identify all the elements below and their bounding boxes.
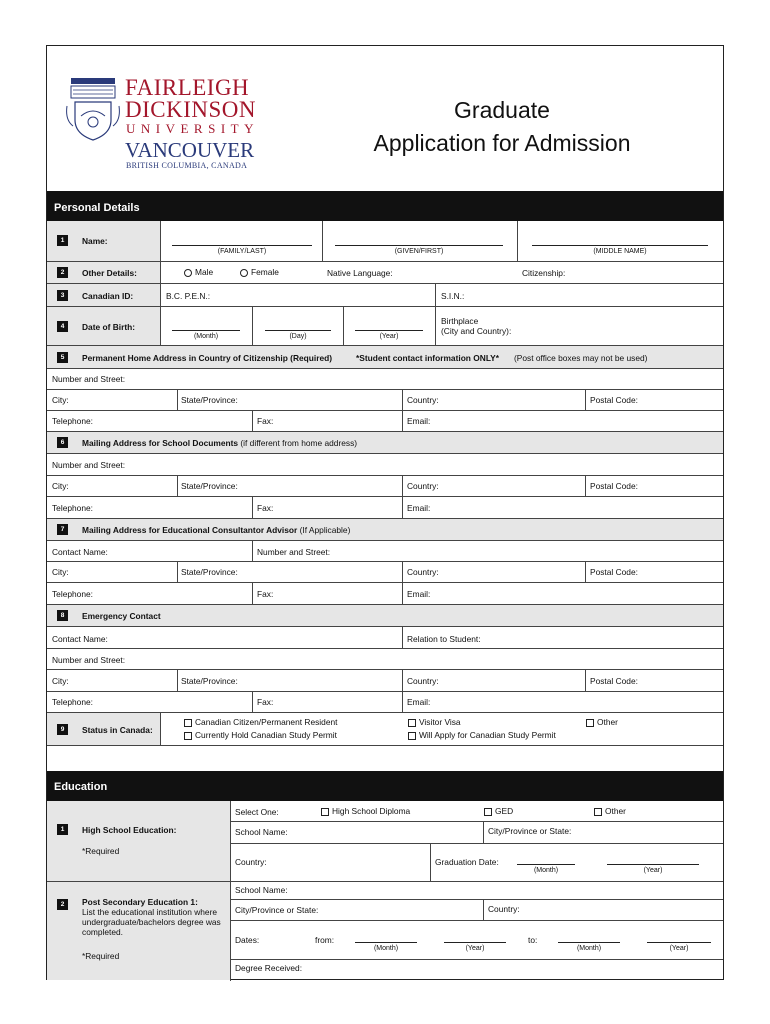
mailing-address-number: 6 (57, 437, 68, 448)
section-number-5: 5 (57, 352, 68, 363)
consultant-address-number: 7 (57, 524, 68, 535)
graduation-year-field[interactable] (607, 864, 699, 865)
education-title: Education (54, 781, 108, 793)
radio-icon (240, 269, 248, 277)
status-other-checkbox[interactable]: Other (586, 718, 618, 727)
section-number-3: 3 (57, 290, 68, 301)
graduation-month-caption: (Month) (533, 867, 559, 874)
s5-postal-label: Postal Code: (590, 395, 638, 405)
radio-icon (184, 269, 192, 277)
degree-received-label: Degree Received: (235, 963, 303, 973)
section-number-9: 9 (57, 724, 68, 735)
s8-contact-name-label: Contact Name: (52, 634, 108, 644)
other-education-checkbox[interactable]: Other (594, 807, 626, 816)
section-number-2: 2 (57, 267, 68, 278)
checkbox-icon (408, 719, 416, 727)
title-line-2: Application for Admission (373, 130, 631, 156)
ps-city-state-label: City/Province or State: (235, 905, 319, 915)
s8-fax-label: Fax: (257, 697, 274, 707)
title-line-1: Graduate (454, 97, 550, 123)
to-month-field[interactable] (558, 942, 620, 943)
post-secondary-required: *Required (82, 951, 120, 961)
status-study-permit-checkbox[interactable]: Currently Hold Canadian Study Permit (184, 731, 337, 740)
s7-country-label: Country: (407, 567, 439, 577)
checkbox-icon (594, 808, 602, 816)
crest-icon (65, 76, 121, 146)
from-year-caption: (Year) (465, 945, 485, 952)
s7-number-street-label: Number and Street: (257, 547, 331, 557)
logo-line-vancouver: VANCOUVER (125, 138, 255, 162)
checkbox-icon (184, 732, 192, 740)
s5-email-label: Email: (407, 416, 431, 426)
to-month-caption: (Month) (576, 945, 602, 952)
s7-postal-label: Postal Code: (590, 567, 638, 577)
s7-city-label: City: (52, 567, 69, 577)
education-header (47, 771, 723, 801)
checkbox-icon (586, 719, 594, 727)
post-secondary-desc-3: completed. (82, 927, 123, 937)
dates-from-label: from: (315, 935, 335, 945)
s5-number-street-label: Number and Street: (52, 374, 126, 384)
given-name-field[interactable] (335, 245, 503, 246)
hs-city-state-label: City/Province or State: (488, 826, 572, 836)
s5-telephone-label: Telephone: (52, 416, 93, 426)
select-one-label: Select One: (235, 807, 279, 817)
dob-day-caption: (Day) (289, 333, 307, 340)
name-label: Name: (82, 236, 108, 246)
given-name-caption: (GIVEN/FIRST) (394, 248, 444, 255)
post-secondary-label: Post Secondary Education 1: (82, 897, 198, 907)
s7-contact-name-label: Contact Name: (52, 547, 108, 557)
s6-fax-label: Fax: (257, 503, 274, 513)
s8-city-label: City: (52, 676, 69, 686)
emergency-contact-number: 8 (57, 610, 68, 621)
dob-day-field[interactable] (265, 330, 331, 331)
s6-country-label: Country: (407, 481, 439, 491)
emergency-contact-label: Emergency Contact (82, 611, 161, 621)
page-title (337, 94, 667, 160)
post-secondary-desc-1: List the educational institution where (82, 907, 218, 917)
section-number-1: 1 (57, 235, 68, 246)
citizenship-label: Citizenship: (522, 268, 566, 278)
personal-details-header (47, 191, 723, 221)
other-details-label: Other Details: (82, 268, 137, 278)
s6-state-label: State/Province: (181, 481, 238, 491)
po-box-note: (Post office boxes may not be used) (514, 353, 648, 363)
from-month-field[interactable] (355, 942, 417, 943)
birthplace-label: Birthplace (441, 316, 479, 326)
education-number-2: 2 (57, 899, 68, 910)
dob-year-field[interactable] (355, 330, 423, 331)
s8-email-label: Email: (407, 697, 431, 707)
s8-country-label: Country: (407, 676, 439, 686)
logo-line-fairleigh: FAIRLEIGH (125, 75, 250, 100)
to-year-caption: (Year) (669, 945, 689, 952)
checkbox-icon (408, 732, 416, 740)
s6-number-street-label: Number and Street: (52, 460, 126, 470)
education-number-1: 1 (57, 824, 68, 835)
ged-checkbox[interactable]: GED (484, 807, 513, 816)
hs-country-label: Country: (235, 857, 267, 867)
dob-year-caption: (Year) (379, 333, 399, 340)
s8-postal-label: Postal Code: (590, 676, 638, 686)
permanent-address-label: Permanent Home Address in Country of Citizenship (Required) (82, 353, 333, 363)
s5-fax-label: Fax: (257, 416, 274, 426)
dob-month-field[interactable] (172, 330, 240, 331)
sin-label: S.I.N.: (441, 291, 465, 301)
logo-line-university: UNIVERSITY (126, 121, 259, 136)
s7-fax-label: Fax: (257, 589, 274, 599)
personal-details-title: Personal Details (54, 202, 140, 214)
s7-state-label: State/Province: (181, 567, 238, 577)
high-school-required: *Required (82, 846, 120, 856)
s7-telephone-label: Telephone: (52, 589, 93, 599)
logo-line-bc: BRITISH COLUMBIA, CANADA (126, 161, 248, 170)
graduation-date-label: Graduation Date: (435, 857, 499, 867)
status-citizen-checkbox[interactable]: Canadian Citizen/Permanent Resident (184, 718, 337, 727)
s5-city-label: City: (52, 395, 69, 405)
birthplace-sub-label: (City and Country): (441, 326, 512, 336)
s8-state-label: State/Province: (181, 676, 238, 686)
graduation-year-caption: (Year) (643, 867, 663, 874)
logo-line-dickinson: DICKINSON (125, 97, 256, 122)
s8-number-street-label: Number and Street: (52, 655, 126, 665)
post-secondary-desc-2: undergraduate/bachelors degree was (82, 917, 221, 927)
high-school-diploma-checkbox[interactable]: High School Diploma (321, 807, 410, 816)
university-logo (65, 76, 265, 176)
status-visitor-visa-checkbox[interactable]: Visitor Visa (408, 718, 461, 727)
status-will-apply-checkbox[interactable]: Will Apply for Canadian Study Permit (408, 731, 556, 740)
middle-name-caption: (MIDDLE NAME) (593, 248, 647, 255)
student-contact-note: *Student contact information ONLY* (356, 353, 500, 363)
checkbox-icon (321, 808, 329, 816)
family-name-field[interactable] (172, 245, 312, 246)
s5-state-label: State/Province: (181, 395, 238, 405)
native-language-label: Native Language: (327, 268, 393, 278)
s6-telephone-label: Telephone: (52, 503, 93, 513)
hs-school-name-label: School Name: (235, 827, 288, 837)
dates-label: Dates: (235, 935, 260, 945)
high-school-label: High School Education: (82, 825, 177, 835)
consultant-address-label: Mailing Address for Educational Consultantor Advisor (If Applicable) (82, 525, 351, 535)
s6-postal-label: Postal Code: (590, 481, 638, 491)
s8-telephone-label: Telephone: (52, 697, 93, 707)
date-of-birth-label: Date of Birth: (82, 322, 136, 332)
s7-email-label: Email: (407, 589, 431, 599)
application-form (46, 45, 724, 980)
female-radio[interactable]: Female (240, 268, 279, 277)
canadian-id-label: Canadian ID: (82, 291, 134, 301)
checkbox-icon (484, 808, 492, 816)
s6-email-label: Email: (407, 503, 431, 513)
from-month-caption: (Month) (373, 945, 399, 952)
graduation-month-field[interactable] (517, 864, 575, 865)
from-year-field[interactable] (444, 942, 506, 943)
dob-month-caption: (Month) (193, 333, 219, 340)
checkbox-icon (184, 719, 192, 727)
ps-country-label: Country: (488, 904, 520, 914)
s8-relation-label: Relation to Student: (407, 634, 481, 644)
s6-city-label: City: (52, 481, 69, 491)
ps-school-name-label: School Name: (235, 885, 288, 895)
s5-country-label: Country: (407, 395, 439, 405)
to-year-field[interactable] (647, 942, 711, 943)
bc-pen-label: B.C. P.E.N.: (166, 291, 211, 301)
middle-name-field[interactable] (532, 245, 708, 246)
family-name-caption: (FAMILY/LAST) (217, 248, 267, 255)
status-in-canada-label: Status in Canada: (82, 725, 153, 735)
dates-to-label: to: (528, 935, 538, 945)
section-number-4: 4 (57, 321, 68, 332)
mailing-address-label: Mailing Address for School Documents (if different from home address) (82, 438, 358, 448)
male-radio[interactable]: Male (184, 268, 213, 277)
